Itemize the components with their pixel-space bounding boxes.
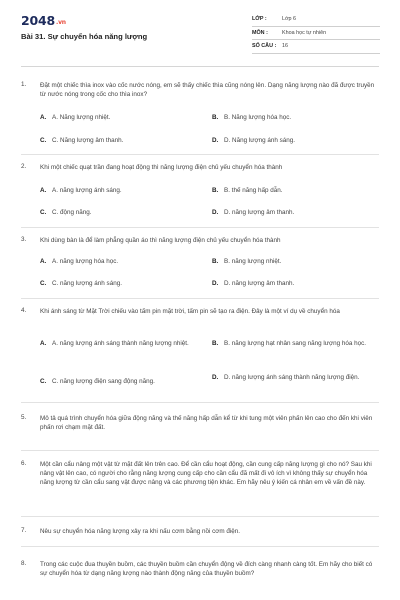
meta-row-count (252, 40, 380, 54)
question-number: 2. (21, 163, 27, 170)
site-logo[interactable]: 2048.vn (21, 13, 66, 28)
question-text: Mô tả quá trình chuyển hóa giữa động năng và thế năng hấp dẫn kể từ khi tung một viên phấn lên cao cho đến khi viên phấn rơi chạm mặt đất. (40, 415, 373, 431)
question-divider (21, 298, 379, 299)
option-letter: D. (212, 280, 219, 287)
question-number: 8. (21, 560, 27, 567)
option-b[interactable] (212, 187, 378, 196)
option-text: A. năng lượng ánh sáng thành năng lượng nhiệt. (52, 340, 189, 347)
option-text: C. năng lượng điện sang động năng. (52, 378, 155, 385)
option-text: B. thế năng hấp dẫn. (224, 187, 283, 194)
question-divider (21, 546, 379, 547)
option-text: A. Năng lượng nhiệt. (52, 114, 111, 121)
option-a[interactable] (40, 114, 200, 123)
question-number: 6. (21, 460, 27, 467)
question-number: 3. (21, 236, 27, 243)
question-text: Nêu sự chuyển hóa năng lượng xảy ra khi nấu cơm bằng nồi cơm điện. (40, 528, 241, 535)
option-text: A. năng lượng hóa học. (52, 258, 119, 265)
option-text: D. năng lượng âm thanh. (224, 209, 295, 216)
question-text: Trong các cuộc đua thuyền buồm, các thuyền buồm cần chuyển động về đích càng nhanh càng tốt. Em hãy cho biết có sự chuyển hóa từ dạng năng lượng nào thành động năng của thuyền buồm? (40, 561, 373, 577)
meta-label: MÔN : (252, 29, 268, 36)
question-number: 1. (21, 81, 27, 88)
option-d[interactable] (212, 280, 378, 289)
option-c[interactable] (40, 209, 200, 218)
option-text: D. năng lượng ánh sáng thành năng lượng điện. (224, 374, 360, 381)
option-letter: C. (40, 378, 47, 385)
option-text: A. năng lượng ánh sáng. (52, 187, 122, 194)
option-letter: C. (40, 209, 47, 216)
option-c[interactable] (40, 280, 200, 289)
option-letter: A. (40, 114, 47, 121)
meta-row-subject (252, 27, 380, 41)
meta-value: Khoa học tự nhiên (282, 29, 327, 36)
question-text: Khi dùng bàn là để làm phẳng quần áo thì năng lượng điện chủ yếu chuyển hóa thành (40, 237, 281, 244)
meta-table (252, 13, 380, 54)
question-divider (21, 516, 379, 517)
question-number: 4. (21, 307, 27, 314)
option-c[interactable] (40, 378, 204, 387)
option-a[interactable] (40, 187, 200, 196)
meta-value: Lớp 6 (282, 16, 297, 23)
option-letter: B. (212, 187, 219, 194)
option-text: C. động năng. (52, 209, 92, 216)
question-text: Khi một chiếc quạt trần đang hoạt động thì năng lượng điện chủ yếu chuyển hóa thành (40, 164, 283, 171)
option-letter: A. (40, 340, 47, 347)
option-letter: B. (212, 258, 219, 265)
meta-label: SỐ CÂU : (252, 43, 277, 50)
option-letter: C. (40, 280, 47, 287)
question-divider (21, 154, 379, 155)
option-text: B. Năng lượng hóa học. (224, 114, 292, 121)
option-letter: B. (212, 340, 219, 347)
question-text: Khi ánh sáng từ Mặt Trời chiếu vào tấm pin mặt trời, tấm pin sẽ tạo ra điện. Đây là một ví dụ về chuyển hóa (40, 308, 340, 315)
worksheet-header (0, 0, 400, 64)
question-text: Đặt một chiếc thìa inox vào cốc nước nóng, em sẽ thấy chiếc thìa cũng nóng lên. Dạng năng lượng nào đã được truyền từ nước nóng trong cốc cho thìa inox? (40, 82, 375, 98)
question-divider (21, 450, 379, 451)
option-text: C. năng lượng ánh sáng. (52, 280, 122, 287)
question-divider (21, 402, 379, 403)
option-text: C. Năng lượng âm thanh. (52, 137, 124, 144)
option-d[interactable] (212, 209, 378, 218)
option-text: B. năng lượng nhiệt. (224, 258, 282, 265)
option-c[interactable] (40, 137, 200, 146)
option-letter: D. (212, 137, 219, 144)
meta-label: LỚP : (252, 16, 267, 23)
question-number: 7. (21, 527, 27, 534)
option-text: D. năng lượng âm thanh. (224, 280, 295, 287)
option-b[interactable] (212, 258, 378, 267)
option-b[interactable] (212, 340, 378, 349)
option-d[interactable] (212, 137, 378, 146)
option-a[interactable] (40, 340, 204, 349)
header-divider (21, 66, 379, 67)
option-letter: D. (212, 374, 219, 381)
option-d[interactable] (212, 374, 378, 383)
option-text: B. năng lượng hạt nhân sang năng lượng hóa học. (224, 340, 367, 347)
meta-value: 16 (282, 43, 288, 50)
option-letter: C. (40, 137, 47, 144)
option-letter: A. (40, 187, 47, 194)
option-b[interactable] (212, 114, 378, 123)
question-divider (21, 227, 379, 228)
option-a[interactable] (40, 258, 200, 267)
option-text: D. Năng lượng ánh sáng. (224, 137, 296, 144)
page-title: Bài 31. Sự chuyển hóa năng lượng (21, 32, 148, 41)
option-letter: B. (212, 114, 219, 121)
option-letter: A. (40, 258, 47, 265)
meta-row-grade (252, 13, 380, 27)
question-number: 5. (21, 414, 27, 421)
question-text: Một cần cẩu nâng một vật từ mặt đất lên trên cao. Để cần cẩu hoạt động, cần cung cấp năng lượng gì cho nó? Sau khi nâng vật lên cao, có người cho rằng năng lượng cung cấp cho cần cẩu đã mất đi vô ích vì không thấy sự chuyển hóa năng lượng từ cần cẩu sang vật được nâng và các phương tiện khác. Em hãy nêu ý kiến cá nhân em về vấn đề này. (40, 461, 372, 486)
option-letter: D. (212, 209, 219, 216)
